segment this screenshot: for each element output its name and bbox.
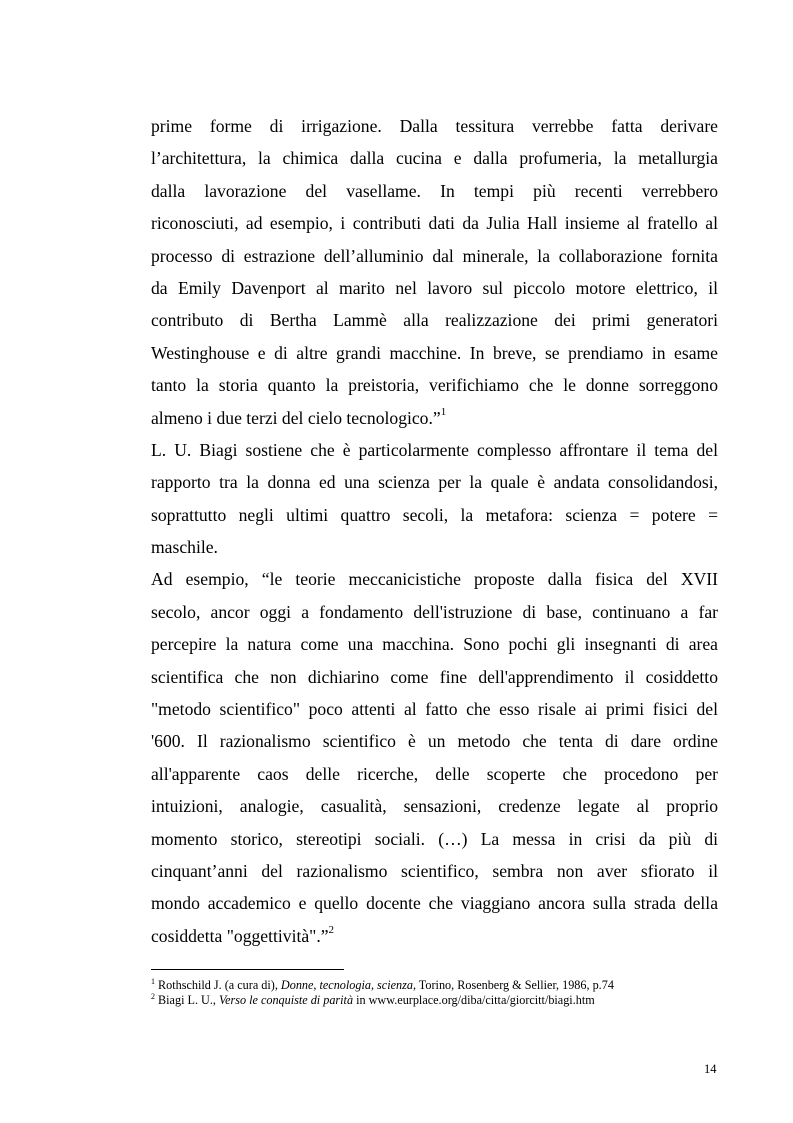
text-line: contributo di Bertha Lammè alla realizzazione dei primi generatori <box>151 310 718 331</box>
footnote-text-after: in www.eurplace.org/diba/citta/giorcitt/biagi.htm <box>353 992 595 1007</box>
text-line: Westinghouse e di altre grandi macchine. In breve, se prendiamo in esame <box>151 342 718 363</box>
footnote-text-after: , Torino, Rosenberg & Sellier, 1986, p.74 <box>412 978 614 992</box>
footnote-1 <box>151 978 751 993</box>
footnote-number: 1 <box>151 977 155 986</box>
text-line-content: cosiddetta "oggettività".” <box>151 925 329 946</box>
paragraph-2 <box>151 434 718 564</box>
paragraph-1 <box>151 110 718 434</box>
text-line: cinquant’anni del razionalismo scientifico, sembra non aver sfiorato il <box>151 860 718 881</box>
text-line: mondo accademico e quello docente che viaggiano ancora sulla strada della <box>151 893 718 914</box>
text-line: tanto la storia quanto la preistoria, verifichiamo che le donne sorreggono <box>151 375 718 396</box>
text-line: rapporto tra la donna ed una scienza per la quale è andata consolidandosi, <box>151 472 718 493</box>
text-line: percepire la natura come una macchina. Sono pochi gli insegnanti di area <box>151 634 718 655</box>
text-line: '600. Il razionalismo scientifico è un metodo che tenta di dare ordine <box>151 731 718 752</box>
footnote-separator <box>151 969 344 970</box>
footnote-reference-2[interactable]: 2 <box>328 923 335 936</box>
body-text <box>151 110 718 952</box>
text-line: soprattutto negli ultimi quattro secoli, la metafora: scienza = potere = <box>151 504 718 525</box>
footnote-title: Verso le conquiste di parità <box>218 992 354 1007</box>
text-line: Ad esempio, “le teorie meccanicistiche proposte dalla fisica del XVII <box>151 569 718 590</box>
text-line: processo di estrazione dell’alluminio dal minerale, la collaborazione fornita <box>151 245 718 266</box>
paragraph-3 <box>151 563 718 952</box>
text-line: da Emily Davenport al marito nel lavoro sul piccolo motore elettrico, il <box>151 277 718 298</box>
text-line-content: almeno i due terzi del cielo tecnologico.” <box>151 407 441 428</box>
footnote-number: 2 <box>151 991 155 1001</box>
text-line: secolo, ancor oggi a fondamento dell'istruzione di base, continuano a far <box>151 601 718 622</box>
text-line: l’architettura, la chimica dalla cucina e dalla profumeria, la metallurgia <box>151 148 718 169</box>
text-line: intuizioni, analogie, casualità, sensazioni, credenze legate al proprio <box>151 796 718 817</box>
footnote-title: Donne, tecnologia, scienza <box>280 978 413 992</box>
footnote-text-before: Rothschild J. (a cura di), <box>158 978 281 992</box>
footnote-2 <box>151 993 751 1008</box>
text-line: dalla lavorazione del vasellame. In tempi più recenti verrebbero <box>151 180 718 201</box>
page-number: 14 <box>704 1062 717 1076</box>
text-line <box>151 920 718 952</box>
footnote-text-before: Biagi L. U., <box>158 992 219 1007</box>
footnotes <box>151 978 751 1007</box>
text-line: "metodo scientifico" poco attenti al fatto che esso risale ai primi fisici del <box>151 699 718 720</box>
text-line: maschile. <box>151 537 218 558</box>
text-line: riconosciuti, ad esempio, i contributi dati da Julia Hall insieme al fratello al <box>151 213 718 234</box>
text-line <box>151 402 718 434</box>
text-line: scientifica che non dichiarino come fine dell'apprendimento il cosiddetto <box>151 666 718 687</box>
text-line: all'apparente caos delle ricerche, delle scoperte che procedono per <box>151 763 718 784</box>
text-line: prime forme di irrigazione. Dalla tessitura verrebbe fatta derivare <box>151 116 718 136</box>
text-line: L. U. Biagi sostiene che è particolarmente complesso affrontare il tema del <box>151 439 718 460</box>
text-line: momento storico, stereotipi sociali. (…) La messa in crisi da più di <box>151 828 718 849</box>
footnote-reference-1[interactable]: 1 <box>440 405 447 418</box>
